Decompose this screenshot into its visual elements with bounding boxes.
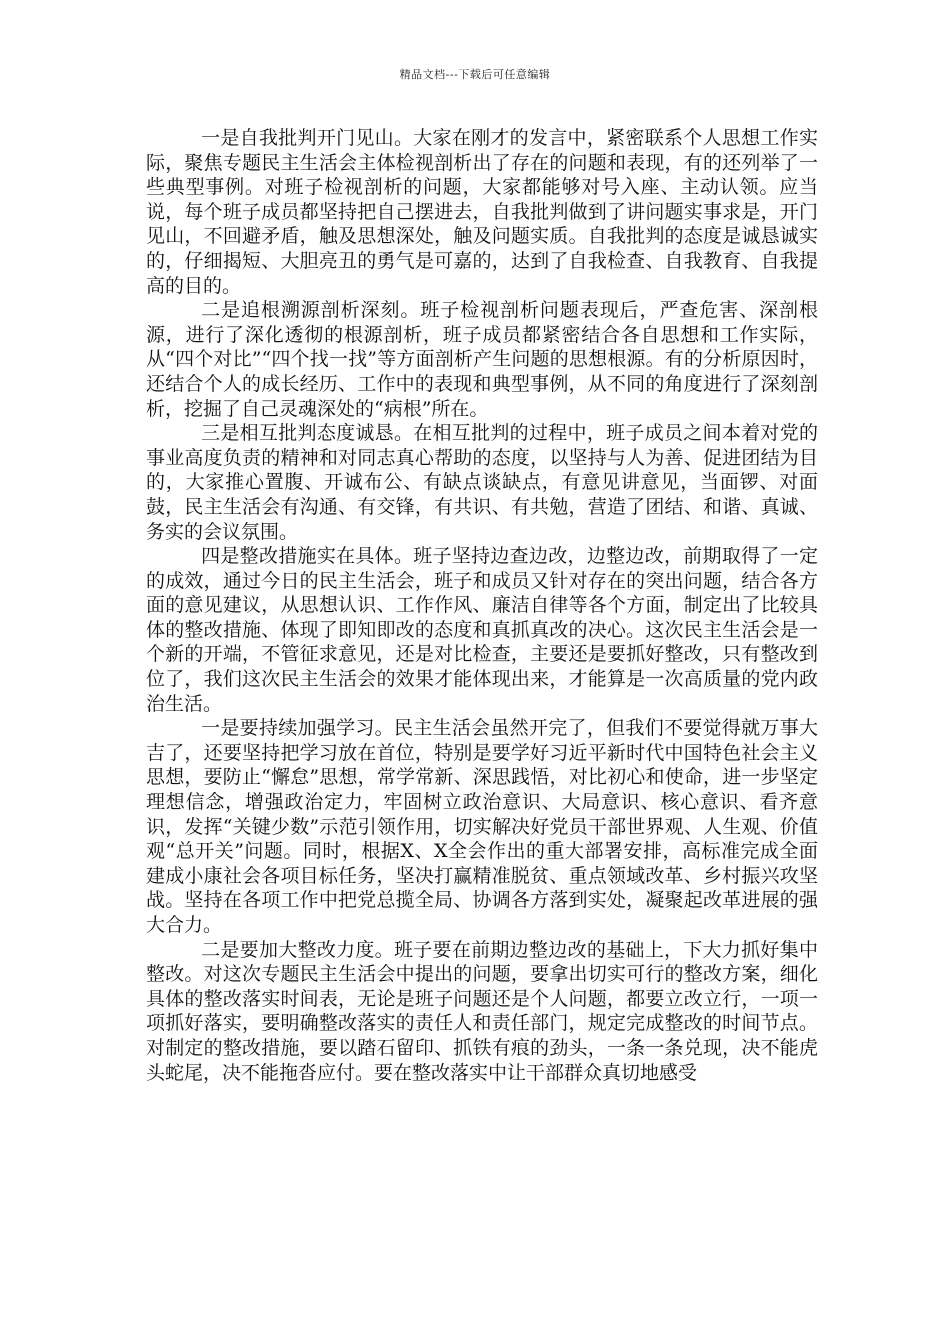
paragraph: 三是相互批判态度诚恳。在相互批判的过程中，班子成员之间本着对党的事业高度负责的精神和对同志真心帮助的态度，以坚持与人为善、促进团结为目的，大家推心置腹、开诚布公、有缺点谈缺点，有意见讲意见，当面锣、对面鼓，民主生活会有沟通、有交锋，有共识、有共勉，营造了团结、和谐、真诚、务实的会议氛围。 [146, 422, 818, 543]
document-body [146, 126, 818, 1085]
paragraph: 一是要持续加强学习。民主生活会虽然开完了，但我们不要觉得就万事大吉了，还要坚持把学习放在首位，特别是要学好习近平新时代中国特色社会主义思想，要防止“懈怠”思想，常学常新、深思践悟，对比初心和使命，进一步坚定理想信念，增强政治定力，牢固树立政治意识、大局意识、核心意识、看齐意识，发挥“关键少数”示范引领作用，切实解决好党员干部世界观、人生观、价值观“总开关”问题。同时，根据X、X全会作出的重大部署安排，高标准完成全面建成小康社会各项目标任务，坚决打赢精准脱贫、重点领域改革、乡村振兴攻坚战。坚持在各项工作中把党总揽全局、协调各方落到实处，凝聚起改革进展的强大合力。 [146, 717, 818, 936]
paragraph: 四是整改措施实在具体。班子坚持边查边改，边整边改，前期取得了一定的成效，通过今日的民主生活会，班子和成员又针对存在的突出问题，结合各方面的意见建议，从思想认识、工作作风、廉洁自律等各个方面，制定出了比较具体的整改措施、体现了即知即改的态度和真抓真改的决心。这次民主生活会是一个新的开端，不管征求意见，还是对比检查，主要还是要抓好整改，只有整改到位了，我们这次民主生活会的效果才能体现出来，才能算是一次高质量的党内政治生活。 [146, 545, 818, 715]
paragraph: 二是要加大整改力度。班子要在前期边整边改的基础上，下大力抓好集中整改。对这次专题民主生活会中提出的问题，要拿出切实可行的整改方案，细化具体的整改落实时间表，无论是班子问题还是个人问题，都要立改立行，一项一项抓好落实，要明确整改落实的责任人和责任部门，规定完成整改的时间节点。对制定的整改措施，要以踏石留印、抓铁有痕的劲头，一条一条兑现，决不能虎头蛇尾，决不能拖沓应付。要在整改落实中让干部群众真切地感受 [146, 938, 818, 1084]
paragraph: 二是追根溯源剖析深刻。班子检视剖析问题表现后，严查危害、深剖根源，进行了深化透彻的根源剖析，班子成员都紧密结合各自思想和工作实际，从“四个对比”“四个找一找”等方面剖析产生问题的思想根源。有的分析原因时，还结合个人的成长经历、工作中的表现和典型事例，从不同的角度进行了深刻剖析，挖掘了自己灵魂深处的“病根”所在。 [146, 299, 818, 420]
page-header: 精品文档---下载后可任意编辑 [399, 68, 551, 81]
paragraph: 一是自我批判开门见山。大家在刚才的发言中，紧密联系个人思想工作实际，聚焦专题民主生活会主体检视剖析出了存在的问题和表现，有的还列举了一些典型事例。对班子检视剖析的问题，大家都能够对号入座、主动认领。应当说，每个班子成员都坚持把自己摆进去，自我批判做到了讲问题实事求是，开门见山，不回避矛盾，触及思想深处，触及问题实质。自我批判的态度是诚恳诚实的，仔细揭短、大胆亮丑的勇气是可嘉的，达到了自我检查、自我教育、自我提高的目的。 [146, 127, 818, 297]
